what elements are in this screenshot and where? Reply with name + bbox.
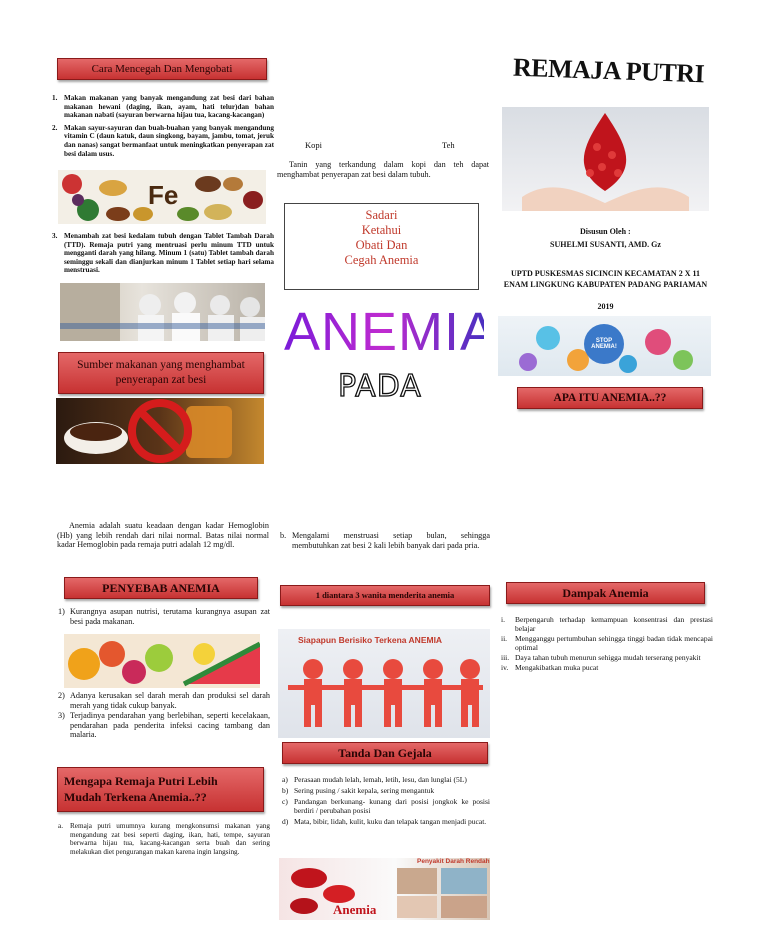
blood-hands-image bbox=[502, 107, 709, 211]
list-item bbox=[58, 691, 270, 710]
kopi-label: Kopi bbox=[305, 140, 322, 150]
list-item bbox=[501, 615, 713, 633]
list-item bbox=[501, 634, 713, 652]
disusun-label: Disusun Oleh : bbox=[580, 227, 631, 236]
dampak-list bbox=[501, 615, 713, 676]
list-item bbox=[52, 232, 274, 275]
list-number: iv. bbox=[501, 663, 509, 672]
slogan-line: Obati Dan bbox=[355, 238, 408, 252]
list-item bbox=[52, 124, 274, 158]
prevention-list bbox=[52, 94, 274, 162]
list-text: Mengakibatkan muka pucat bbox=[515, 663, 599, 672]
stop-anemia-label: STOP ANEMIA! bbox=[591, 338, 617, 350]
list-item bbox=[58, 607, 270, 626]
anemia-collage-image bbox=[279, 858, 490, 920]
list-item bbox=[501, 663, 713, 672]
list-text: Berpengaruh terhadap kemampuan konsentrasi dan prestasi belajar bbox=[515, 615, 713, 633]
list-item bbox=[282, 797, 490, 815]
list-number: 3) bbox=[58, 711, 65, 721]
list-number: ii. bbox=[501, 634, 508, 643]
siapapun-berisiko-image bbox=[278, 629, 490, 738]
list-number: 3. bbox=[52, 232, 58, 240]
slogan-line: Ketahui bbox=[361, 223, 402, 237]
list-number: a) bbox=[282, 775, 288, 784]
author-name: SUHELMI SUSANTI, AMD. Gz bbox=[550, 240, 661, 249]
header-mengapa-remaja: Mengapa Remaja Putri Lebih Mudah Terkena Anemia..?? bbox=[57, 767, 264, 812]
list-item bbox=[280, 531, 490, 550]
coffee-tea-image bbox=[56, 398, 264, 464]
anemia-title: ANEMIA bbox=[284, 302, 498, 362]
list-item bbox=[52, 94, 274, 120]
stop-anemia-image bbox=[498, 316, 711, 376]
header-penyebab-anemia: PENYEBAB ANEMIA bbox=[64, 577, 258, 599]
pada-title: PADA bbox=[338, 369, 422, 404]
list-number: 1. bbox=[52, 94, 58, 102]
list-text: Menambah zat besi kedalam tubuh dengan Tablet Tambah Darah (TTD). Remaja putri yang mentruasi perlu minum TTD untuk mengganti darah yang hilang. Minum 1 (satu) Tablet tambah darah seminggu sekali dan dianjurkan minum 1 Tablet setiap hari selama menstruasi. bbox=[64, 232, 274, 275]
ttd-students-image bbox=[60, 283, 265, 341]
list-text: Mata, bibir, lidah, kulit, kuku dan telapak tangan menjadi pucat. bbox=[294, 817, 487, 826]
list-item bbox=[282, 775, 490, 784]
slogan-box bbox=[284, 203, 479, 290]
header-apa-itu-anemia: APA ITU ANEMIA..?? bbox=[517, 387, 703, 409]
list-text: Sering pusing / sakit kepala, sering mengantuk bbox=[294, 786, 435, 795]
siapapun-label: Siapapun Berisiko Terkena ANEMIA bbox=[298, 635, 443, 645]
anemia-image-label: Anemia bbox=[333, 902, 377, 917]
list-number: d) bbox=[282, 817, 289, 826]
list-text: Kurangnya asupan nutrisi, terutama kurangnya asupan zat besi pada makanan. bbox=[70, 607, 270, 626]
list-text: Daya tahan tubuh menurun sehigga mudah terserang penyakit bbox=[515, 653, 701, 662]
list-item bbox=[58, 711, 270, 740]
teh-label: Teh bbox=[442, 140, 455, 150]
list-item bbox=[282, 817, 490, 826]
list-number: 2. bbox=[52, 123, 58, 132]
list-number: b. bbox=[280, 531, 287, 540]
list-text: Makan sayur-sayuran dan buah-buahan yang banyak mengandung vitamin C (daun katuk, daun singkong, bayam, jambu, tomat, jeruk dan nanas) sangat bermanfaat untuk meningkatkan penyerapan zat besi dalam usus. bbox=[64, 123, 274, 158]
slogan-line: Cegah Anemia bbox=[344, 253, 419, 267]
header-dampak-anemia: Dampak Anemia bbox=[506, 582, 705, 604]
list-text: Mengganggu pertumbuhan sehingga tinggi badan tidak mencapai optimal bbox=[515, 634, 713, 652]
list-item bbox=[282, 786, 490, 795]
slogan-line: Sadari bbox=[365, 208, 398, 222]
tanda-list bbox=[282, 775, 490, 830]
year-label: 2019 bbox=[597, 302, 614, 311]
list-text: Mengalami menstruasi setiap bulan, sehingga membutuhkan zat besi 2 kali lebih banyak dari pada pria. bbox=[292, 531, 490, 550]
list-number: iii. bbox=[501, 653, 510, 662]
list-text: Adanya kerusakan sel darah merah dan produksi sel darah merah yang tidak cukup banyak. bbox=[70, 691, 270, 710]
list-item bbox=[501, 653, 713, 662]
list-number: c) bbox=[282, 797, 288, 806]
list-number: 2) bbox=[58, 691, 65, 700]
fruits-image bbox=[64, 634, 260, 688]
prevention-list-3 bbox=[52, 232, 274, 279]
list-number: 1) bbox=[58, 607, 65, 616]
list-number: i. bbox=[501, 615, 505, 624]
header-inhibitor-foods: Sumber makanan yang menghambat penyerapan zat besi bbox=[58, 352, 264, 394]
header-1-diantara-3: 1 diantara 3 wanita menderita anemia bbox=[280, 585, 490, 606]
list-number: b) bbox=[282, 786, 289, 795]
list-text: Terjadinya pendarahan yang berlebihan, seperti kecelakaan, pendarahan pada penderita infeksi cacing tambang dan malaria. bbox=[70, 711, 270, 740]
list-text: Perasaan mudah lelah, lemah, letih, lesu, dan lunglai (5L) bbox=[294, 775, 467, 784]
list-text: Remaja putri umumnya kurang mengkonsumsi makanan yang mengandung zat besi seperti daging, ikan, hati, tempe, sayuran berwarna hijau tua, kacang-kacangan serta buah dan sering melakukan diet pengurangan makan karena ingin langsing. bbox=[70, 822, 270, 856]
header-cara-mencegah: Cara Mencegah Dan Mengobati bbox=[57, 58, 267, 80]
list-number: a. bbox=[58, 822, 63, 830]
tanin-text: Tanin yang terkandung dalam kopi dan teh dapat menghambat penyerapan zat besi dalam tubuh. bbox=[277, 160, 489, 179]
anemia-definition: Anemia adalah suatu keadaan dengan kadar Hemoglobin (Hb) yang lebih rendah dari nilai normal. Batas nilai normal kadar Hemoglobin pada remaja putri adalah 12 mg/dl. bbox=[57, 521, 269, 550]
mengapa-item-a bbox=[58, 822, 270, 860]
list-text: Pandangan berkunang- kunang dari posisi jongkok ke posisi berdiri / perubahan posisi bbox=[294, 797, 490, 815]
header-tanda-gejala: Tanda Dan Gejala bbox=[282, 742, 488, 764]
list-text: Makan makanan yang banyak mengandung zat besi dari bahan makanan hewani (daging, ikan, ayam, hati telur)dan bahan makanan nabati (sayuran berwarna hijau tua, kacang-kacangan) bbox=[64, 94, 274, 120]
penyebab-list-1 bbox=[58, 607, 270, 630]
penyakit-label: Penyakit Darah Rendah bbox=[417, 858, 490, 865]
organization-name: UPTD PUSKESMAS SICINCIN KECAMATAN 2 X 11 ENAM LINGKUNG KABUPATEN PADANG PARIAMAN bbox=[503, 269, 708, 289]
penyebab-list-2 bbox=[58, 691, 270, 744]
list-item bbox=[58, 822, 270, 856]
iron-foods-image bbox=[58, 170, 266, 224]
fe-label: Fe bbox=[148, 180, 179, 210]
remaja-putri-title: REMAJA PUTRI bbox=[512, 52, 705, 89]
mengapa-item-b bbox=[280, 531, 490, 554]
